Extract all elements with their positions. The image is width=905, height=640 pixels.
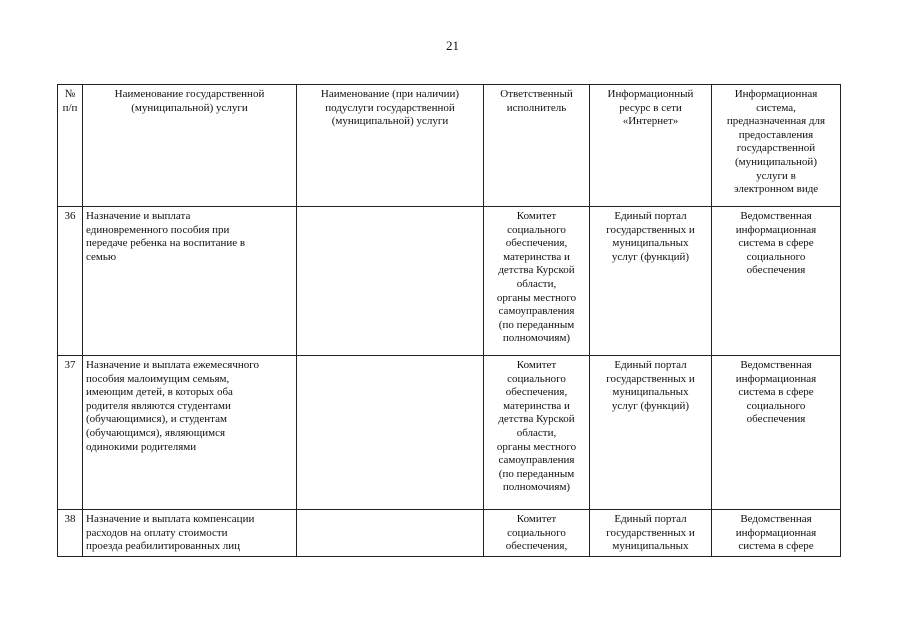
header-information-system: Информационная система, предназначенная для предоставления государственной (муниципальной) услуги в электронном виде <box>712 85 841 207</box>
responsible-executor: Комитет социального обеспечения, <box>484 510 590 557</box>
subservice-name <box>297 356 484 510</box>
header-service-name: Наименование государственной (муниципальной) услуги <box>83 85 297 207</box>
services-table <box>57 84 841 557</box>
page-number: 21 <box>446 38 459 53</box>
internet-resource: Единый портал государственных и муниципальных <box>590 510 712 557</box>
table-row <box>58 510 841 557</box>
service-name: Назначение и выплата компенсации расходов на оплату стоимости проезда реабилитированных лиц <box>83 510 297 557</box>
header-internet-resource: Информационный ресурс в сети «Интернет» <box>590 85 712 207</box>
service-name: Назначение и выплата единовременного пособия при передаче ребенка на воспитание в семью <box>83 207 297 356</box>
table-row <box>58 207 841 356</box>
internet-resource: Единый портал государственных и муниципальных услуг (функций) <box>590 356 712 510</box>
information-system: Ведомственная информационная система в сфере социального обеспечения <box>712 356 841 510</box>
header-number: № п/п <box>58 85 83 207</box>
header-responsible-executor: Ответственный исполнитель <box>484 85 590 207</box>
internet-resource: Единый портал государственных и муниципальных услуг (функций) <box>590 207 712 356</box>
subservice-name <box>297 207 484 356</box>
table-header-row <box>58 85 841 207</box>
row-number: 36 <box>58 207 83 356</box>
information-system: Ведомственная информационная система в сфере <box>712 510 841 557</box>
subservice-name <box>297 510 484 557</box>
information-system: Ведомственная информационная система в сфере социального обеспечения <box>712 207 841 356</box>
responsible-executor: Комитет социального обеспечения, материнства и детства Курской области, органы местного самоуправления (по переданным полномочиям) <box>484 207 590 356</box>
row-number: 37 <box>58 356 83 510</box>
table-row <box>58 356 841 510</box>
service-name: Назначение и выплата ежемесячного пособия малоимущим семьям, имеющим детей, в которых оба родителя являются студентами (обучающимися), и студентам (обучающимся), являющимся одинокими родителями <box>83 356 297 510</box>
row-number: 38 <box>58 510 83 557</box>
header-subservice-name: Наименование (при наличии) подуслуги государственной (муниципальной) услуги <box>297 85 484 207</box>
responsible-executor: Комитет социального обеспечения, материнства и детства Курской области, органы местного самоуправления (по переданным полномочиям) <box>484 356 590 510</box>
